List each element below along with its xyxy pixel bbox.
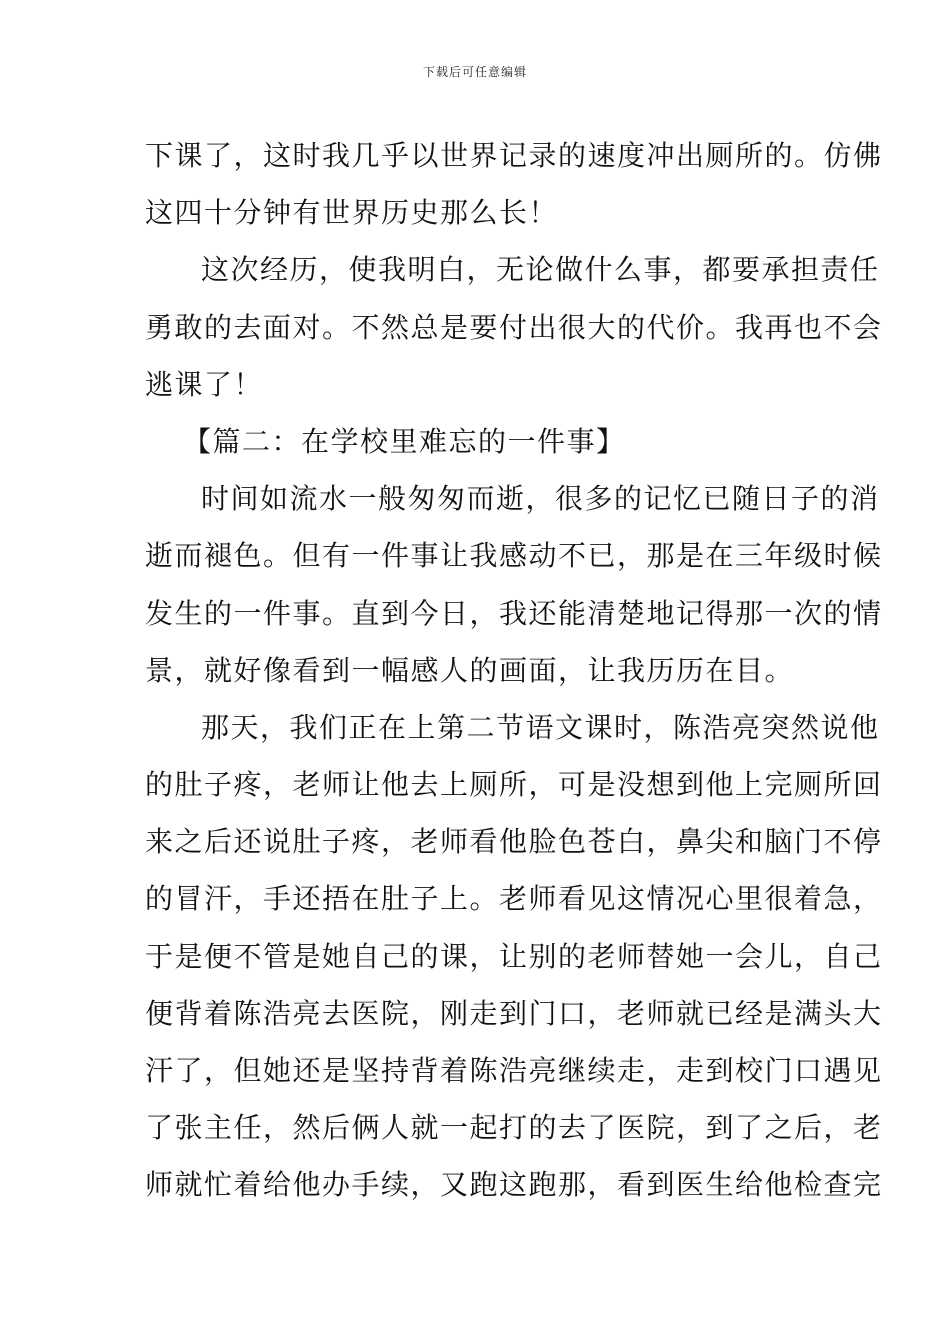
paragraph-start-line: 这次经历，使我明白，无论做什么事，都要承担责任 bbox=[201, 253, 880, 287]
document-body bbox=[145, 127, 883, 1214]
section-heading: 【篇二：在学校里难忘的一件事】 bbox=[183, 424, 626, 458]
text-line: 于是便不管是她自己的课，让别的老师替她一会儿，自己 bbox=[145, 939, 883, 973]
text-line: 勇敢的去面对。不然总是要付出很大的代价。我再也不会 bbox=[145, 310, 883, 344]
text-line: 来之后还说肚子疼，老师看他脸色苍白，鼻尖和脑门不停 bbox=[145, 825, 883, 859]
text-line: 发生的一件事。直到今日，我还能清楚地记得那一次的情 bbox=[145, 596, 883, 630]
page-header-note: 下载后可任意编辑 bbox=[422, 65, 527, 79]
text-line: 汗了，但她还是坚持背着陈浩亮继续走，走到校门口遇见 bbox=[145, 1054, 883, 1087]
text-line: 逃课了！ bbox=[145, 367, 264, 401]
paragraph-start-line: 那天，我们正在上第二节语文课时，陈浩亮突然说他 bbox=[201, 710, 880, 744]
text-line: 了张主任，然后俩人就一起打的去了医院，到了之后，老 bbox=[145, 1111, 883, 1145]
text-line: 这四十分钟有世界历史那么长！ bbox=[145, 196, 559, 230]
text-line: 下课了，这时我几乎以世界记录的速度冲出厕所的。仿佛 bbox=[145, 139, 883, 172]
text-line: 的冒汗，手还捂在肚子上。老师看见这情况心里很着急， bbox=[145, 882, 883, 916]
paragraph-start-line: 时间如流水一般匆匆而逝，很多的记忆已随日子的消 bbox=[201, 482, 880, 516]
text-line: 的肚子疼，老师让他去上厕所，可是没想到他上完厕所回 bbox=[145, 768, 883, 802]
text-line: 逝而褪色。但有一件事让我感动不已，那是在三年级时候 bbox=[145, 539, 883, 573]
text-line: 师就忙着给他办手续，又跑这跑那，看到医生给他检查完 bbox=[145, 1168, 883, 1202]
text-line: 便背着陈浩亮去医院，刚走到门口，老师就已经是满头大 bbox=[145, 996, 883, 1030]
text-line: 景，就好像看到一幅感人的画面，让我历历在目。 bbox=[145, 653, 795, 687]
